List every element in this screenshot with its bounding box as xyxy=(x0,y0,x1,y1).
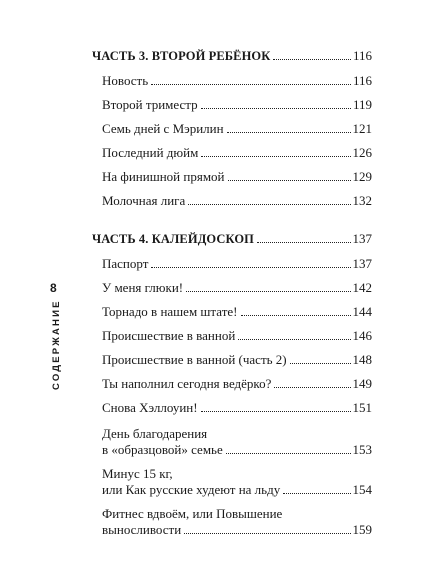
running-head-text: СОДЕРЖАНИЕ xyxy=(51,299,62,390)
toc-entry[interactable] xyxy=(92,304,372,320)
toc-entry[interactable] xyxy=(92,400,372,416)
toc-entry-title: Последний дюйм xyxy=(102,145,199,160)
toc-entry-title: Новость xyxy=(102,73,149,88)
dot-leader xyxy=(273,58,351,60)
toc-entry[interactable] xyxy=(92,280,372,296)
toc-page-number: 129 xyxy=(352,169,372,184)
toc-page-number: 132 xyxy=(352,193,372,208)
dot-leader xyxy=(188,203,350,205)
toc-page-number: 153 xyxy=(352,442,372,457)
toc-part-3[interactable] xyxy=(92,48,372,64)
toc-entry-title: У меня глюки! xyxy=(102,280,184,295)
dot-leader xyxy=(238,338,350,340)
page-number: 8 xyxy=(50,281,57,295)
toc-entry[interactable] xyxy=(92,97,372,113)
toc-page-number: 146 xyxy=(352,328,372,343)
toc-page-number: 148 xyxy=(352,352,372,367)
dot-leader xyxy=(186,290,350,292)
toc-entry-title: Паспорт xyxy=(102,256,149,271)
toc-entry-title: Происшествие в ванной (часть 2) xyxy=(102,352,287,367)
toc-page-number: 126 xyxy=(352,145,372,160)
toc-entry[interactable] xyxy=(92,169,372,185)
toc-entry[interactable] xyxy=(92,256,372,272)
dot-leader xyxy=(283,492,350,494)
toc-entry[interactable] xyxy=(92,466,372,498)
toc-entry-title: Второй триместр xyxy=(102,97,198,112)
dot-leader xyxy=(201,107,351,109)
toc-entry[interactable] xyxy=(92,121,372,137)
toc-entry-title-line-2: выносливости xyxy=(102,522,182,537)
toc-page-number: 154 xyxy=(352,482,372,497)
toc-entry[interactable] xyxy=(92,426,372,458)
toc-part-title: ЧАСТЬ 4. КАЛЕЙДОСКОП xyxy=(92,232,254,246)
dot-leader xyxy=(274,386,350,388)
dot-leader xyxy=(184,532,350,534)
dot-leader xyxy=(151,266,350,268)
toc-entry[interactable] xyxy=(92,145,372,161)
toc-entry[interactable] xyxy=(92,193,372,209)
toc-entry-title-line-2: или Как русские худеют на льду xyxy=(102,482,281,497)
toc-page-number: 149 xyxy=(352,376,372,391)
toc-entry-title-line-1: Фитнес вдвоём, или Повышение xyxy=(102,506,283,521)
toc-page-number: 119 xyxy=(352,97,372,112)
toc-part-4[interactable] xyxy=(92,231,372,247)
toc-entry-title-line-1: День благодарения xyxy=(102,426,208,441)
toc-entry-title: Снова Хэллоуин! xyxy=(102,400,198,415)
toc-entry[interactable] xyxy=(92,376,372,392)
toc-entry-title: Молочная лига xyxy=(102,193,186,208)
toc-page-number: 116 xyxy=(352,73,372,88)
toc-entry-title: Ты наполнил сегодня ведёрко? xyxy=(102,376,272,391)
dot-leader xyxy=(151,83,351,85)
toc-page-number: 159 xyxy=(352,522,372,537)
toc-entry-title: Семь дней с Мэрилин xyxy=(102,121,224,136)
toc-page-number: 151 xyxy=(352,400,372,415)
toc-entry[interactable] xyxy=(92,506,372,538)
dot-leader xyxy=(228,179,351,181)
toc-page-number: 116 xyxy=(352,48,372,63)
toc-page-number: 137 xyxy=(352,231,372,246)
dot-leader xyxy=(226,452,351,454)
toc-page-number: 121 xyxy=(352,121,372,136)
toc-entry[interactable] xyxy=(92,73,372,89)
dot-leader xyxy=(227,131,351,133)
toc-entry-title: Торнадо в нашем штате! xyxy=(102,304,238,319)
toc-entry-title: Происшествие в ванной xyxy=(102,328,236,343)
toc-page-number: 142 xyxy=(352,280,372,295)
toc-entry[interactable] xyxy=(92,328,372,344)
toc-entry-title-line-1: Минус 15 кг, xyxy=(102,466,173,481)
dot-leader xyxy=(241,314,351,316)
dot-leader xyxy=(257,241,351,243)
toc-page-number: 137 xyxy=(352,256,372,271)
toc-entry-title-line-2: в «образцовой» семье xyxy=(102,442,223,457)
toc-page-number: 144 xyxy=(352,304,372,319)
toc-entry[interactable] xyxy=(92,352,372,368)
dot-leader xyxy=(201,410,351,412)
dot-leader xyxy=(290,362,351,364)
toc-part-title: ЧАСТЬ 3. ВТОРОЙ РЕБЁНОК xyxy=(92,49,271,63)
dot-leader xyxy=(201,155,350,157)
toc-entry-title: На финишной прямой xyxy=(102,169,225,184)
